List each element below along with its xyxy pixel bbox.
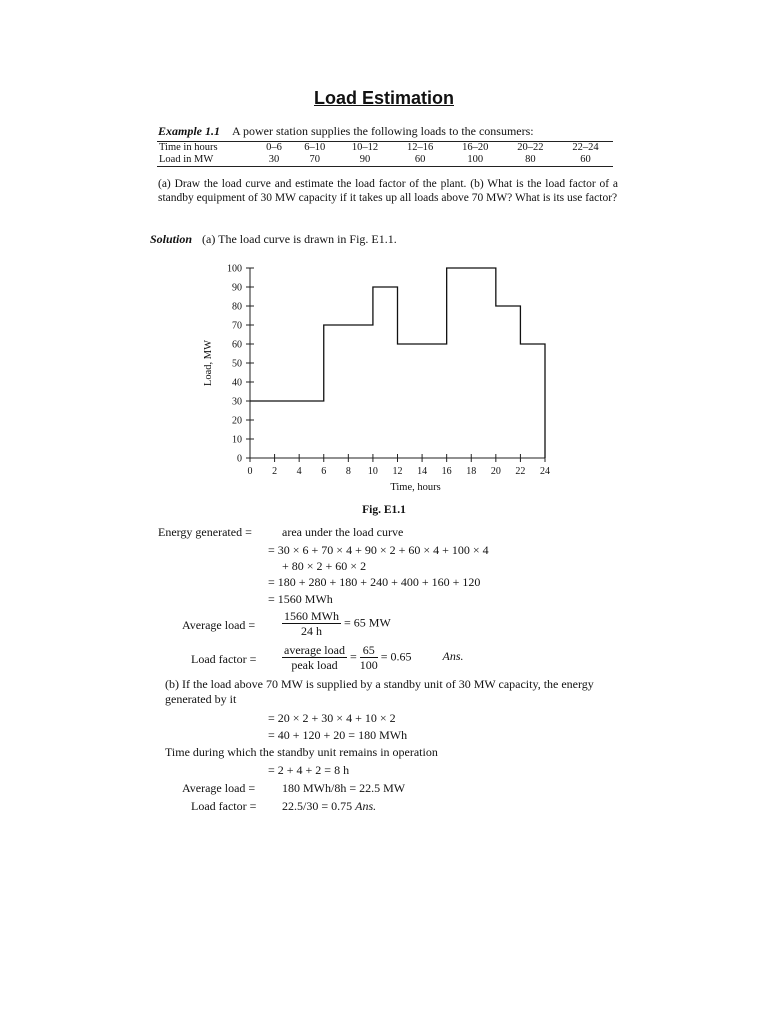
x-tick-label: 10: [367, 466, 378, 477]
example-heading: [158, 124, 534, 139]
table-row: [157, 154, 613, 167]
solution-label: Solution: [150, 232, 193, 246]
page-title: Load Estimation: [313, 88, 454, 108]
fraction-numerator: 65: [360, 643, 378, 658]
load-curve-chart: [195, 258, 565, 498]
time-cell: 16–20: [448, 142, 503, 155]
load-factor-result: = 0.65: [380, 649, 412, 664]
x-tick-label: 12: [392, 466, 403, 477]
standby-load-factor-label: Load factor =: [191, 799, 257, 813]
table-row: [157, 142, 613, 155]
average-load-result: = 65 MW: [344, 615, 391, 630]
x-tick-label: 22: [515, 466, 526, 477]
x-tick-label: 2: [272, 466, 278, 477]
load-factor-fraction: [282, 643, 464, 672]
standby-energy-line: = 20 × 2 + 30 × 4 + 10 × 2: [268, 711, 396, 725]
answer-mark: Ans.: [442, 649, 464, 664]
example-label: Example 1.1: [158, 124, 220, 138]
row-header: Load in MW: [157, 154, 256, 167]
fraction-denominator: peak load: [291, 658, 338, 672]
y-tick-label: 10: [232, 434, 242, 446]
x-tick-label: 0: [247, 466, 253, 477]
load-cell: 90: [338, 154, 393, 167]
x-tick-label: 18: [466, 466, 477, 477]
x-tick-label: 4: [296, 466, 302, 477]
load-curve-line: [250, 268, 545, 458]
y-axis-label: Load, MW: [203, 339, 214, 387]
x-tick-label: 24: [540, 466, 550, 477]
x-tick-label: 6: [321, 466, 327, 477]
time-cell: 20–22: [503, 142, 558, 155]
y-tick-label: 30: [232, 396, 242, 408]
figure-caption: Fig. E1.1: [362, 504, 406, 516]
energy-label: Energy generated =: [158, 525, 252, 539]
fraction-denominator: 24 h: [301, 624, 322, 638]
fraction-denominator: 100: [359, 658, 378, 672]
x-tick-label: 14: [417, 466, 428, 477]
answer-mark: Ans.: [355, 799, 377, 813]
standby-load-factor-value: [282, 799, 376, 814]
time-cell: 12–16: [393, 142, 448, 155]
operation-time-line: = 2 + 4 + 2 = 8 h: [268, 763, 350, 777]
time-cell: 0–6: [256, 142, 292, 155]
y-tick-label: 70: [232, 320, 242, 332]
y-tick-label: 100: [227, 263, 242, 275]
standby-average-label: Average load =: [182, 781, 256, 795]
load-table: [157, 141, 613, 167]
x-tick-label: 8: [345, 466, 351, 477]
question-text: (a) Draw the load curve and estimate the load factor of the plant. (b) What is the load factor of a standby equipment of 30 MW capacity if it takes up all loads above 70 MW? What is its use factor?: [158, 178, 618, 204]
solution-text: (a) The load curve is drawn in Fig. E1.1.: [202, 232, 397, 246]
load-cell: 60: [393, 154, 448, 167]
y-tick-label: 50: [232, 358, 242, 370]
y-tick-label: 20: [232, 415, 242, 427]
load-cell: 30: [256, 154, 292, 167]
fraction-numerator: average load: [284, 643, 345, 657]
load-cell: 70: [292, 154, 338, 167]
example-text: A power station supplies the following loads to the consumers:: [232, 124, 534, 138]
time-cell: 22–24: [558, 142, 613, 155]
x-tick-label: 20: [490, 466, 501, 477]
y-tick-label: 90: [232, 282, 242, 294]
standby-energy-line: = 40 + 120 + 20 = 180 MWh: [268, 728, 408, 742]
energy-line: = 180 + 280 + 180 + 240 + 400 + 160 + 120: [268, 575, 481, 589]
load-factor-label: Load factor =: [191, 652, 257, 666]
standby-average-value: 180 MWh/8h = 22.5 MW: [282, 781, 406, 795]
x-tick-label: 16: [441, 466, 452, 477]
load-cell: 80: [503, 154, 558, 167]
load-cell: 60: [558, 154, 613, 167]
row-header: Time in hours: [157, 142, 256, 155]
y-tick-label: 80: [232, 301, 242, 313]
average-load-fraction: [282, 609, 391, 638]
load-cell: 100: [448, 154, 503, 167]
operation-time-text: Time during which the standby unit remains in operation: [165, 745, 438, 759]
energy-line: = 1560 MWh: [268, 592, 333, 606]
energy-line: area under the load curve: [282, 525, 404, 539]
time-cell: 10–12: [338, 142, 393, 155]
y-tick-label: 40: [232, 377, 242, 389]
energy-line: = 30 × 6 + 70 × 4 + 90 × 2 + 60 × 4 + 100 × 4: [268, 543, 489, 557]
time-cell: 6–10: [292, 142, 338, 155]
solution-heading: [150, 232, 397, 247]
x-axis-label: Time, hours: [390, 482, 441, 493]
fraction-numerator: 1560 MWh: [284, 609, 339, 623]
standby-load-factor-number: 22.5/30 = 0.75: [282, 799, 353, 813]
y-tick-label: 60: [232, 339, 242, 351]
y-tick-label: 0: [237, 453, 242, 465]
equals-sign: =: [349, 649, 357, 664]
average-load-label: Average load =: [182, 618, 256, 632]
energy-line: + 80 × 2 + 60 × 2: [282, 559, 367, 573]
part-b-intro: (b) If the load above 70 MW is supplied by a standby unit of 30 MW capacity, the energy generated by it: [165, 677, 594, 706]
